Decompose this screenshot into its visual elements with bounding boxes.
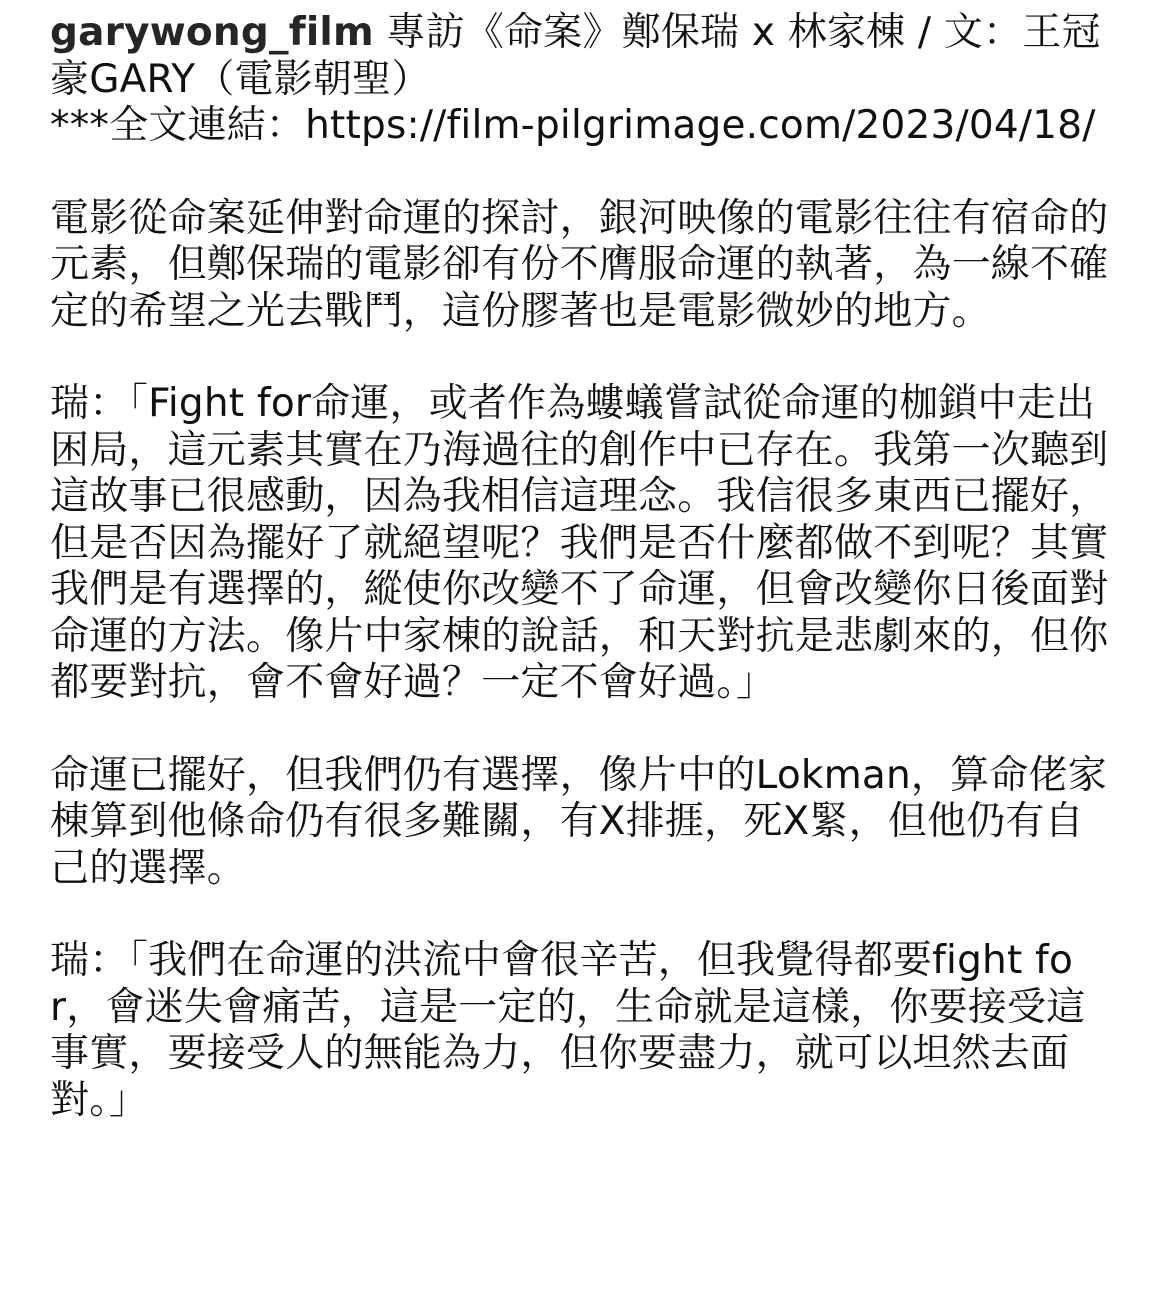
username-link[interactable]: garywong_film bbox=[50, 10, 374, 55]
paragraph-spacer bbox=[50, 335, 1122, 381]
paragraph-spacer bbox=[50, 892, 1122, 938]
caption-paragraph: 瑞：「Fight for命運，或者作為螻蟻嘗試從命運的枷鎖中走出困局，這元素其實在乃海過往的創作中已存在。我第一次聽到這故事已很感動，因為我相信這理念。我信很多東西已擺好，但是否因為擺好了就絕望呢？我們是否什麼都做不到呢？其實我們是有選擇的，縱使你改變不了命運，但會改變你日後面對命運的方法。像片中家棟的說話，和天對抗是悲劇來的，但你都要對抗，會不會好過？一定不會好過。」 bbox=[50, 381, 1109, 705]
paragraph-spacer bbox=[50, 707, 1122, 753]
paragraph-spacer bbox=[50, 150, 1122, 196]
caption-paragraph: 瑞：「我們在命運的洪流中會很辛苦，但我覺得都要fight for，會迷失會痛苦，這是一定的，生命就是這樣，你要接受這事實，要接受人的無能為力，但你要盡力，就可以坦然去面對。」 bbox=[50, 938, 1086, 1123]
caption-paragraph: 電影從命案延伸對命運的探討，銀河映像的電影往往有宿命的元素，但鄭保瑞的電影卻有份不膺服命運的執著，為一線不確定的希望之光去戰鬥，這份膠著也是電影微妙的地方。 bbox=[50, 195, 1109, 334]
caption-paragraph: 命運已擺好，但我們仍有選擇，像片中的Lokman，算命佬家棟算到他條命仍有很多難關，有X排捱，死X緊，但他仍有自己的選擇。 bbox=[50, 752, 1107, 891]
caption-header bbox=[50, 10, 1122, 103]
caption-header-text: 專訪《命案》鄭保瑞 x 林家棟 / 文：王冠豪GARY（電影朝聖） bbox=[50, 10, 1101, 102]
full-article-link[interactable]: ***全文連結：https://film-pilgrimage.com/2023/04/18/ bbox=[50, 103, 1096, 148]
post-caption bbox=[50, 10, 1122, 1124]
